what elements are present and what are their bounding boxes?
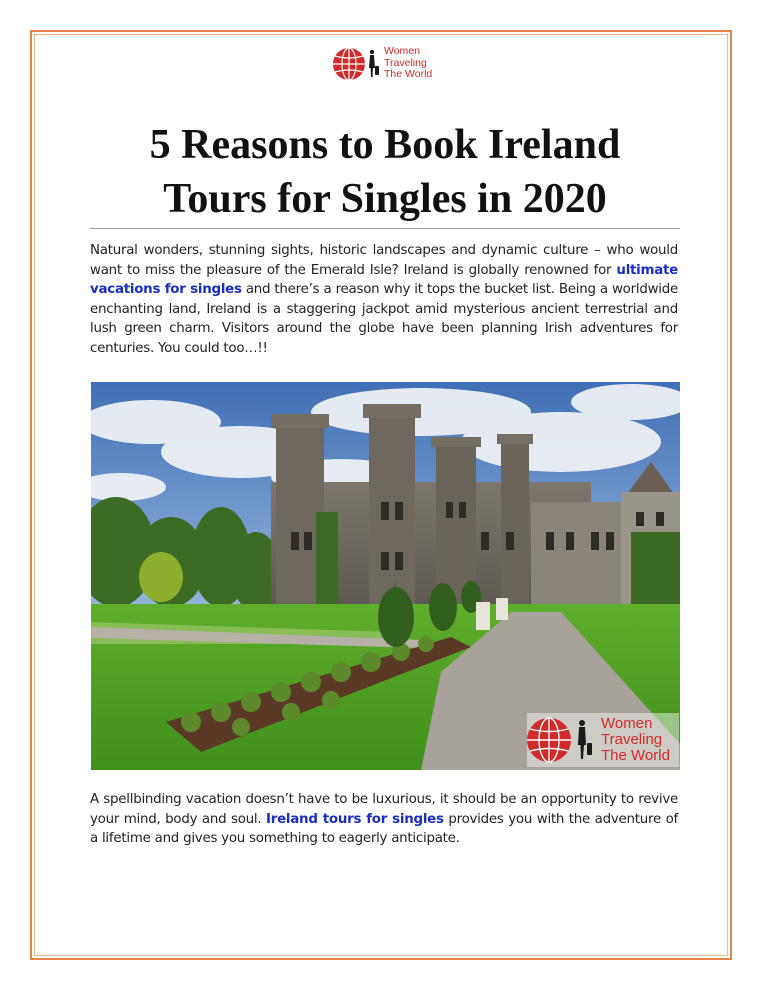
- intro-text-after: and there’s a reason why it tops the bucket list. Being a worldwide enchanting land, Ireland is a staggering jackpot amid mysterious ancient terrestrial and lush green charm. Visitors around the globe have been planning Irish adventures for centuries. You could too…!!: [90, 282, 678, 356]
- page-title: [90, 118, 680, 226]
- logo-line-3: The World: [384, 68, 433, 80]
- title-divider: [90, 228, 680, 229]
- ultimate-vacations-link[interactable]: ultimate vacations for singles: [90, 262, 678, 298]
- logo-line-1: Women: [384, 45, 420, 57]
- closing-paragraph: [90, 790, 678, 849]
- site-logo[interactable]: [332, 44, 442, 84]
- closing-text-after: provides you with the adventure of a lifetime and gives you something to eagerly anticipate.: [90, 811, 678, 847]
- watermark-line-1: Women: [601, 715, 653, 732]
- closing-text-before: A spellbinding vacation doesn’t have to be luxurious, it should be an opportunity to revive your mind, body and soul.: [90, 792, 678, 827]
- intro-text-before: Natural wonders, stunning sights, historic landscapes and dynamic culture – who would want to miss the pleasure of the Emerald Isle? Ireland is globally renowned for: [90, 243, 678, 278]
- photo-watermark: [527, 713, 679, 767]
- logo-line-2: Traveling: [384, 56, 427, 69]
- logo-text: [384, 46, 432, 81]
- intro-paragraph: [90, 241, 678, 359]
- title-line-1: 5 Reasons to Book Ireland: [149, 122, 621, 168]
- watermark-line-2: Traveling: [601, 731, 663, 748]
- ireland-tours-link[interactable]: Ireland tours for singles: [266, 811, 444, 827]
- title-line-2: Tours for Singles in 2020: [163, 176, 607, 222]
- castle-photo: [91, 382, 680, 770]
- watermark-line-3: The World: [601, 747, 670, 764]
- watermark-text: [601, 716, 670, 764]
- globe-with-traveler-icon: [332, 44, 380, 84]
